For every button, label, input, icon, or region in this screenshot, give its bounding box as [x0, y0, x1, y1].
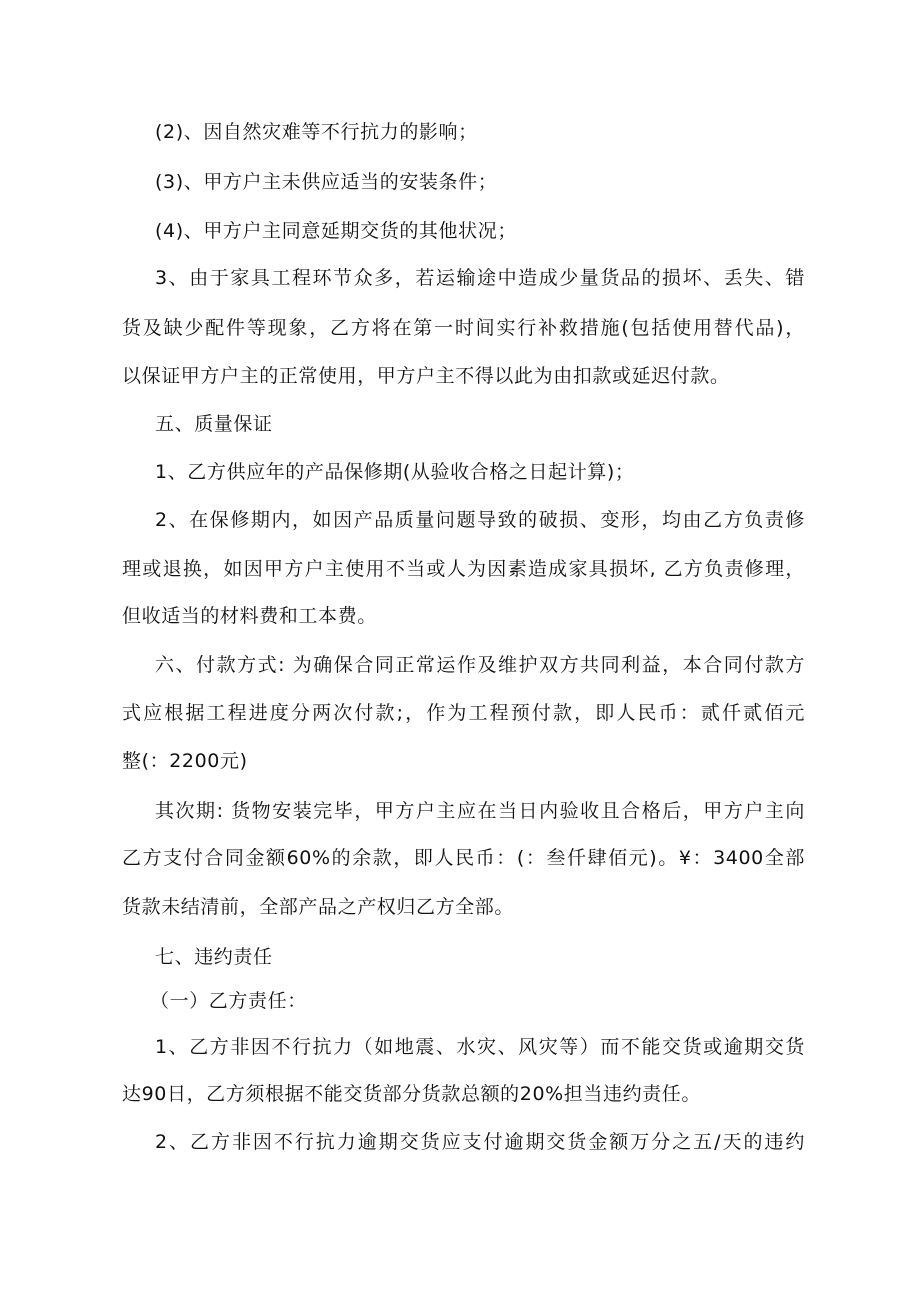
section-5-item-1: 1、乙方供应年的产品保修期(从验收合格之日起计算)； — [155, 461, 635, 483]
section-6-line-1: 六、付款方式: 为确保合同正常运作及维护双方共同利益，本合同付款方 — [155, 654, 805, 676]
clause-4-delay-agreed: (4)、甲方户主同意延期交货的其他状况； — [155, 220, 517, 242]
section-5-item-2-line-3: 但收适当的材料费和工本费。 — [122, 605, 377, 627]
clause-2-force-majeure: (2)、因自然灾难等不行抗力的影响； — [155, 121, 478, 143]
second-payment-line-1: 其次期: 货物安装完毕，甲方户主应在当日内验收且合格后，甲方户主向 — [155, 800, 805, 822]
second-payment-line-2: 乙方支付合同金额60%的余款，即人民币：(：叁仟肆佰元)。¥：3400全部 — [122, 847, 805, 869]
section-5-heading: 五、质量保证 — [155, 413, 273, 435]
paragraph-3-line-2: 货及缺少配件等现象，乙方将在第一时间实行补救措施(包括使用替代品)， — [122, 317, 805, 339]
paragraph-3-line-3: 以保证甲方户主的正常使用，甲方户主不得以此为由扣款或延迟付款。 — [122, 365, 730, 387]
section-7-subheading: （一）乙方责任： — [150, 990, 307, 1012]
paragraph-3-line-1: 3、由于家具工程环节众多，若运输途中造成少量货品的损坏、丢失、错 — [155, 267, 805, 289]
section-7-item-1-line-2: 达90日，乙方须根据不能交货部分货款总额的20%担当违约责任。 — [122, 1083, 702, 1105]
clause-3-installation-conditions: (3)、甲方户主未供应适当的安装条件； — [155, 171, 498, 193]
section-5-item-2-line-2: 理或退换，如因甲方户主使用不当或人为因素造成家具损坏, 乙方负责修理， — [122, 558, 805, 580]
second-payment-line-3: 货款未结清前，全部产品之产权归乙方全部。 — [122, 896, 515, 918]
section-7-item-1-line-1: 1、乙方非因不行抗力（如地震、水灾、风灾等）而不能交货或逾期交货 — [155, 1036, 805, 1058]
section-6-line-3: 整(：2200元) — [122, 750, 248, 772]
section-5-item-2-line-1: 2、在保修期内，如因产品质量问题导致的破损、变形，均由乙方负责修 — [155, 509, 805, 531]
section-6-line-2: 式应根据工程进度分两次付款;，作为工程预付款，即人民币：贰仟贰佰元 — [122, 702, 805, 724]
section-7-heading: 七、违约责任 — [155, 946, 273, 968]
section-7-item-2-line-1: 2、乙方非因不行抗力逾期交货应支付逾期交货金额万分之五/天的违约 — [155, 1131, 805, 1153]
